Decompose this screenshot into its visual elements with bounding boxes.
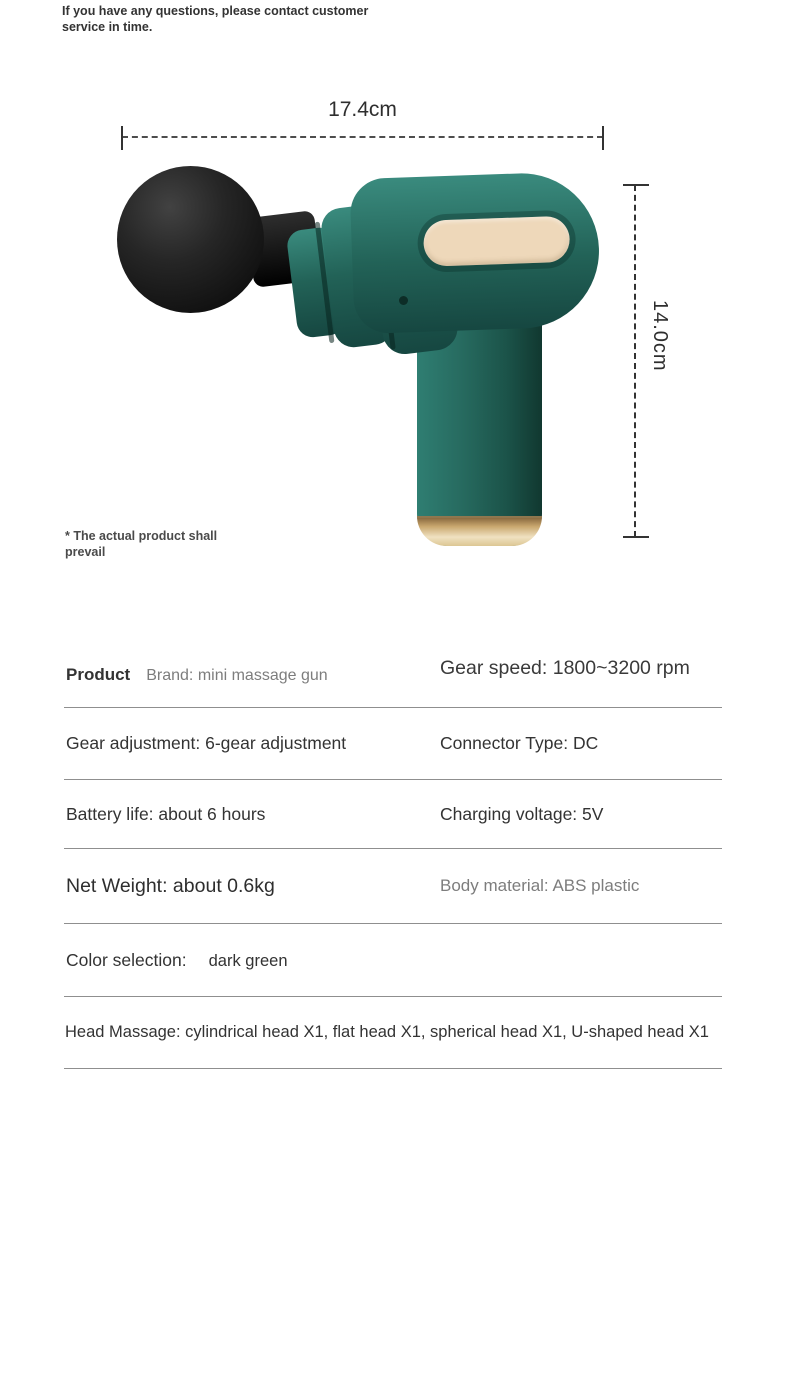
spec-row-color-selection <box>64 924 722 997</box>
spec-row-product <box>64 643 722 708</box>
spec-label-color-selection: Color selection: <box>66 949 187 970</box>
customer-service-note: If you have any questions, please contact customer service in time. <box>62 4 369 34</box>
spec-row-head-massage <box>64 997 722 1069</box>
gun-indicator-window <box>423 216 571 267</box>
spec-value-brand: Brand: mini massage gun <box>146 667 328 684</box>
gun-body <box>349 171 601 335</box>
gun-gold-base-cap <box>417 516 542 546</box>
spec-cell-color-selection <box>64 950 288 971</box>
spec-cell-gear-speed: Gear speed: 1800~3200 rpm <box>440 657 690 679</box>
spec-cell-head-massage: Head Massage: cylindrical head X1, flat head X1, spherical head X1, U-shaped head X1 <box>65 1023 709 1041</box>
spec-cell-gear-adjustment: Gear adjustment: 6-gear adjustment <box>66 733 347 753</box>
spec-cell-battery-life: Battery life: about 6 hours <box>66 803 266 824</box>
spec-table <box>64 643 722 1069</box>
spec-label-product: Product <box>66 665 131 684</box>
spec-row-net-weight <box>64 849 722 924</box>
height-dimension-top-tick <box>623 184 649 186</box>
width-dimension-label: 17.4cm <box>328 98 397 121</box>
spec-cell-body-material: Body material: ABS plastic <box>440 876 640 895</box>
gun-spherical-head <box>117 166 264 313</box>
spec-cell-charging-voltage: Charging voltage: 5V <box>440 803 604 824</box>
spec-cell-connector-type: Connector Type: DC <box>440 733 599 753</box>
spec-row-gear-adjustment <box>64 708 722 780</box>
height-dimension-line <box>634 185 636 537</box>
height-dimension-bottom-tick <box>623 536 649 538</box>
massage-gun-image <box>0 0 790 600</box>
spec-row-battery-life <box>64 780 722 849</box>
actual-product-disclaimer: * The actual product shall prevail <box>65 529 218 560</box>
height-dimension-label: 14.0cm <box>649 300 671 372</box>
spec-value-color: dark green <box>208 951 288 970</box>
spec-cell-net-weight: Net Weight: about 0.6kg <box>66 874 275 897</box>
spec-cell-product <box>64 665 328 685</box>
gun-screw-dot <box>399 296 408 305</box>
